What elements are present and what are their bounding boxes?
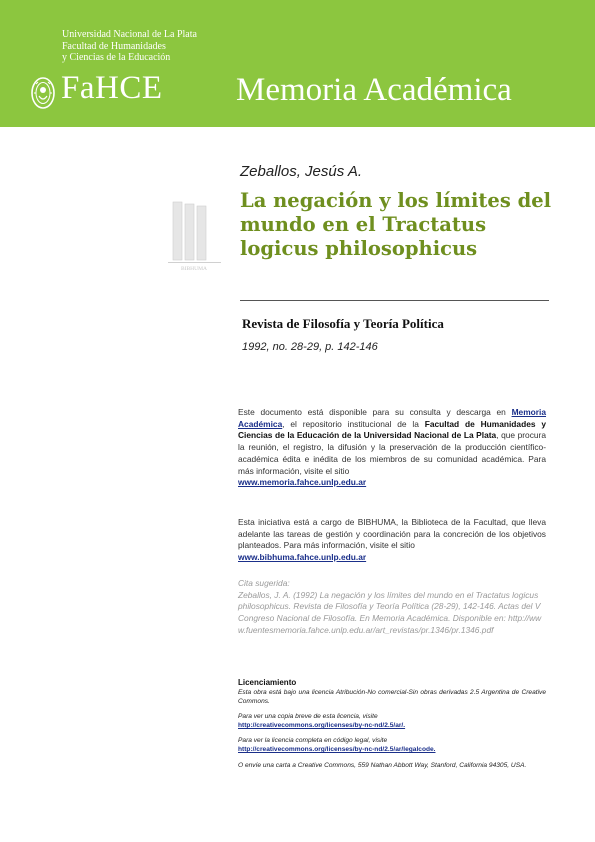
availability-paragraph [238,407,546,489]
availability-text-a: Este documento está disponible para su consulta y descarga en [238,407,506,417]
university-seal-icon [30,76,56,110]
license-mail-text: O envíe una carta a Creative Commons, 559 Nathan Abbott Way, Stanford, California 94305, USA. [238,761,527,769]
availability-text-c: , que procura la reunión, el registro, la difusión y la preservación de la producción científico-académica édita e inédita de los miembros de su comunidad académica. Para más información, visite el sitio [238,430,546,476]
suggested-citation [238,578,546,637]
divider [240,300,549,301]
university-name: Universidad Nacional de La Plata [62,29,197,40]
citation-url[interactable]: http://www.fuentesmemoria.fahce.unlp.edu.ar/art_revistas/pr.1346/pr.1346.pdf [238,613,542,635]
license-text: Esta obra está bajo una licencia Atribución-No comercial-Sin obras derivadas 2.5 Argentina de Creative Commons. [238,689,546,706]
citation-text: Zeballos, J. A. (1992) La negación y los límites del mundo en el Tractatus logicus philosophicus. Revista de Filosofía y Teoría Política (28-29), 142-146. Actas del V Congreso Nacional de Filosofía. En Memoria Académica. Disponible en: [238,589,541,624]
thumbnail-caption: BIBHUMA [181,266,207,272]
citation-label: Cita sugerida: [238,578,290,588]
availability-text-b: , el repositorio institucional de la [282,418,419,429]
stacked-books-icon [167,200,222,272]
license-heading: Licenciamiento [238,678,297,687]
license-section [238,678,546,776]
repository-title: Memoria Académica [236,72,512,108]
license-copy-link[interactable]: http://creativecommons.org/licenses/by-nc-nd/2.5/ar/. [238,722,406,730]
institution-lines [62,29,197,64]
bibhuma-text: Esta iniciativa está a cargo de BIBHUMA, la Biblioteca de la Facultad, que lleva adelante las tareas de gestión y coordinación para la concreción de los objetivos planteados. Para más información, visite el sitio [238,517,546,551]
faculty-line-2: y Ciencias de la Educación [62,52,171,63]
faculty-line-1: Facultad de Humanidades [62,40,166,52]
header-banner [0,0,595,127]
memoria-academica-link[interactable]: Memoria Académica [238,407,547,429]
issue-citation: 1992, no. 28-29, p. 142-146 [242,341,378,353]
memoria-url-link[interactable]: www.memoria.fahce.unlp.edu.ar [238,477,367,488]
license-legal-label: Para ver la licencia completa en código legal, visite [238,737,388,745]
license-copy-label: Para ver una copia breve de esta licencia, visite [238,713,378,721]
fahce-logo: FaHCE [61,70,163,106]
document-author: Zeballos, Jesús A. [240,163,362,180]
document-title: La negación y los límites del mundo en el Tractatus logicus philosophicus [240,189,552,260]
license-legal-link[interactable]: http://creativecommons.org/licenses/by-nc-nd/2.5/ar/legalcode. [238,746,436,754]
journal-name: Revista de Filosofía y Teoría Política [242,316,444,331]
bibhuma-paragraph [238,517,546,564]
bibhuma-url-link[interactable]: www.bibhuma.fahce.unlp.edu.ar [238,552,367,563]
institution-bold: Facultad de Humanidades y Ciencias de la Educación de la Universidad Nacional de La Plata [238,418,546,441]
